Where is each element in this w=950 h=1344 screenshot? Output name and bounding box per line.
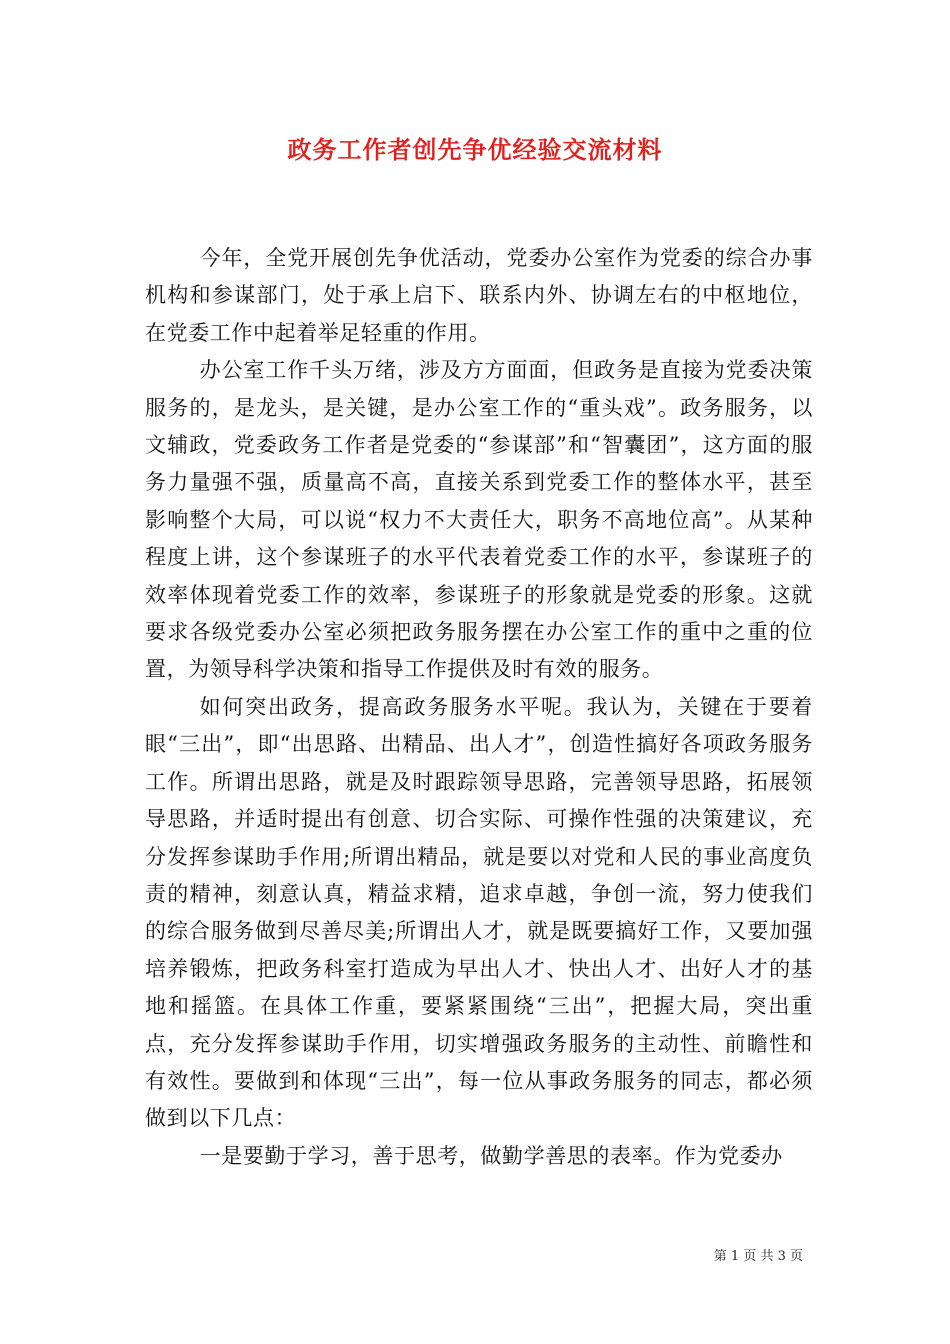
page-number: 第 1 页 共 3 页 xyxy=(713,1249,803,1264)
paragraph: 如何突出政务，提高政务服务水平呢。我认为，关键在于要着眼“三出”，即“出思路、出精品、出人才”，创造性搞好各项政务服务工作。所谓出思路，就是及时跟踪领导思路，完善领导思路，拓展领导思路，并适时提出有创意、切合实际、可操作性强的决策建议，充分发挥参谋助手作用;所谓出精品，就是要以对党和人民的事业高度负责的精神，刻意认真，精益求精，追求卓越，争创一流，努力使我们的综合服务做到尽善尽美;所谓出人才，就是既要搞好工作，又要加强培养锻炼，把政务科室打造成为早出人才、快出人才、出好人才的基地和摇篮。在具体工作重，要紧紧围绕“三出”，把握大局，突出重点，充分发挥参谋助手作用，切实增强政务服务的主动性、前瞻性和有效性。要做到和体现“三出”，每一位从事政务服务的同志，都必须做到以下几点： xyxy=(145,694,813,1131)
document-body xyxy=(145,240,813,1175)
paragraph: 今年，全党开展创先争优活动，党委办公室作为党委的综合办事机构和参谋部门，处于承上启下、联系内外、协调左右的中枢地位，在党委工作中起着举足轻重的作用。 xyxy=(145,246,813,345)
paragraph: 一是要勤于学习，善于思考，做勤学善思的表率。作为党委办 xyxy=(199,1143,783,1168)
document-title: 政务工作者创先争优经验交流材料 xyxy=(287,135,663,164)
paragraph: 办公室工作千头万绪，涉及方方面面，但政务是直接为党委决策服务的，是龙头，是关键，是办公室工作的“重头戏”。政务服务，以文辅政，党委政务工作者是党委的“参谋部”和“智囊团”，这方面的服务力量强不强，质量高不高，直接关系到党委工作的整体水平，甚至影响整个大局，可以说“权力不大责任大，职务不高地位高”。从某种程度上讲，这个参谋班子的水平代表着党委工作的水平，参谋班子的效率体现着党委工作的效率，参谋班子的形象就是党委的形象。这就要求各级党委办公室必须把政务服务摆在办公室工作的重中之重的位置，为领导科学决策和指导工作提供及时有效的服务。 xyxy=(145,358,813,682)
